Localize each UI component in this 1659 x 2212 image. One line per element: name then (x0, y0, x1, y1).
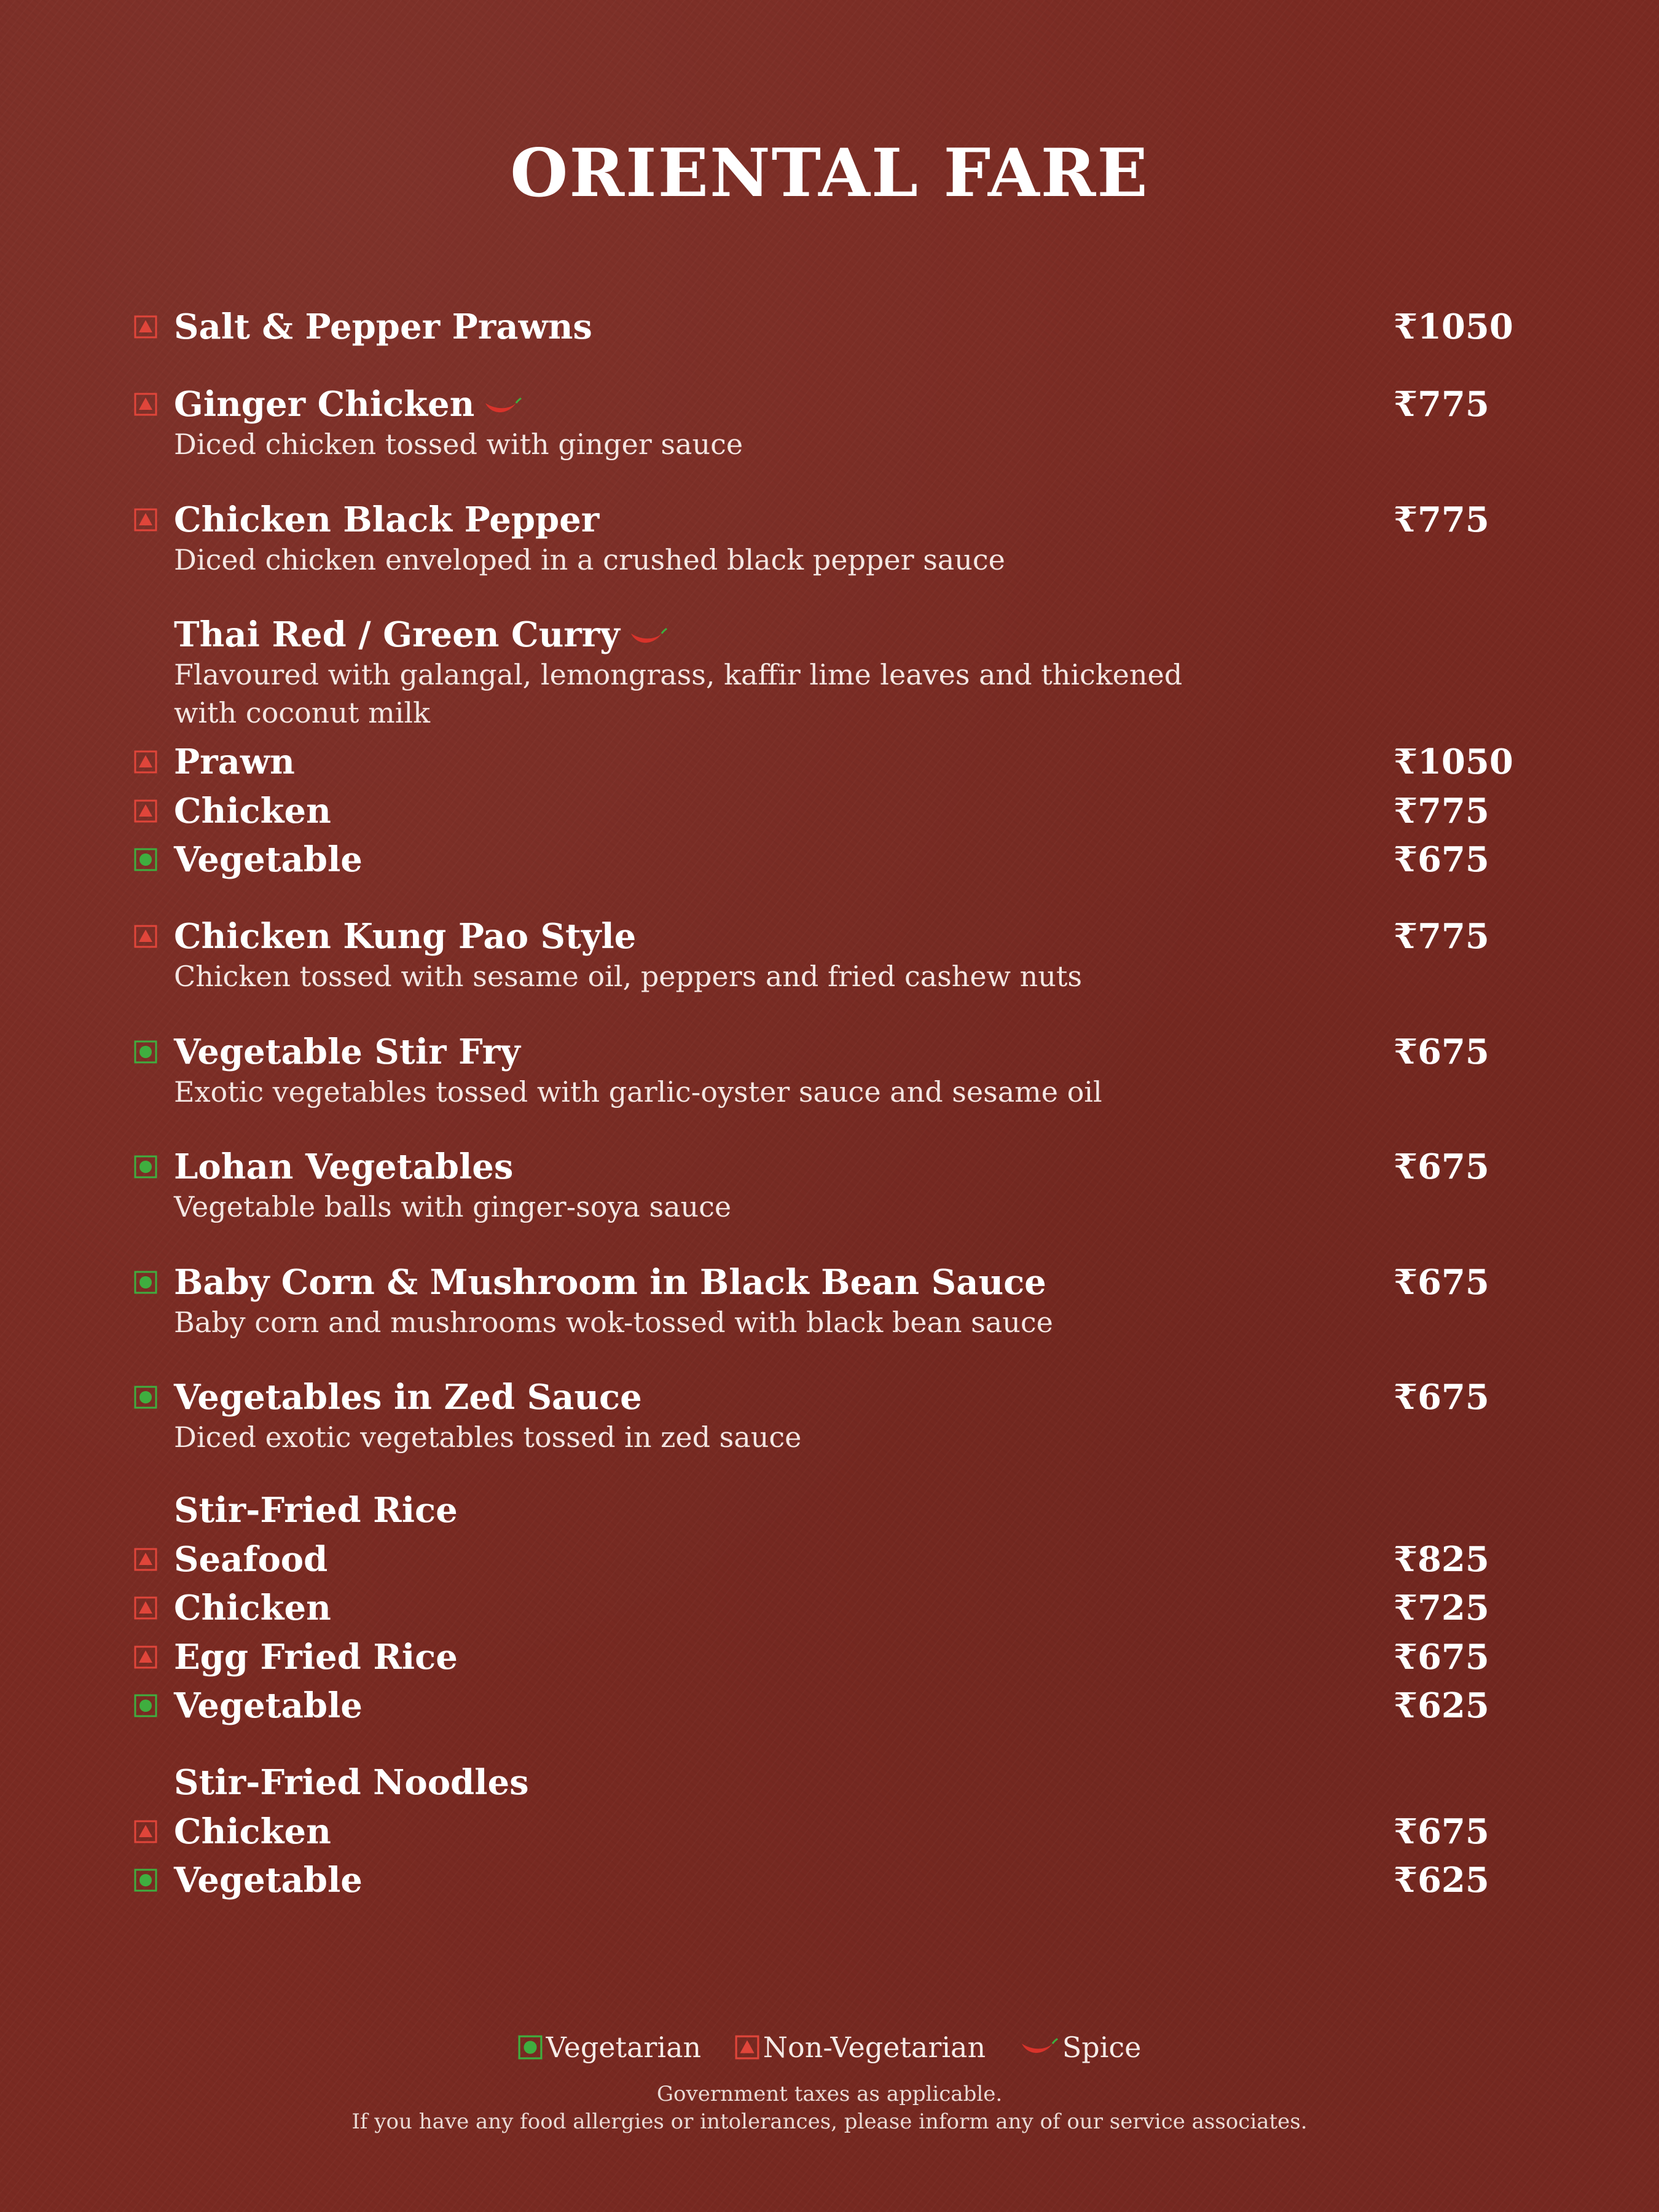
item-name (174, 1684, 363, 1728)
legend-vegetarian-label: Vegetarian (546, 2031, 702, 2064)
legend-spice-label: Spice (1062, 2031, 1142, 2064)
allergy-note: If you have any food allergies or intolerances, please inform any of our service associates. (351, 2109, 1308, 2134)
item-name (174, 613, 668, 657)
item-price: ₹825 (1394, 1539, 1489, 1580)
veg-mark (134, 1386, 157, 1409)
veg-mark-icon (134, 1155, 157, 1179)
veg-mark (134, 1155, 157, 1179)
item-name (174, 837, 363, 882)
nonveg-mark-icon (735, 2035, 759, 2060)
veg-mark (134, 1040, 157, 1064)
item-name (174, 1375, 642, 1419)
nonveg-mark-icon (134, 1596, 157, 1620)
item-price: ₹775 (1394, 916, 1489, 957)
legend-spice (1019, 2028, 1142, 2067)
item-price: ₹725 (1394, 1588, 1489, 1628)
nonveg-mark-icon (134, 315, 157, 339)
nonveg-mark-icon (134, 799, 157, 823)
nonveg-mark (134, 925, 157, 948)
legend (0, 2028, 1659, 2069)
nonveg-mark (134, 799, 157, 823)
legend-non-vegetarian (735, 2028, 986, 2067)
veg-mark-icon (134, 1694, 157, 1717)
item-description: Diced chicken tossed with ginger sauce (174, 428, 743, 461)
item-name (174, 305, 592, 349)
item-name (174, 1586, 331, 1630)
item-name-text: Stir-Fried Noodles (174, 1762, 529, 1803)
item-name (174, 382, 522, 426)
legend-non-vegetarian-label: Non-Vegetarian (763, 2031, 986, 2064)
nonveg-mark-icon (134, 1645, 157, 1669)
item-name-text: Vegetables in Zed Sauce (174, 1377, 642, 1418)
item-name-text: Vegetable (174, 1860, 363, 1900)
item-price: ₹1050 (1394, 307, 1513, 347)
veg-mark (134, 1271, 157, 1294)
item-price: ₹675 (1394, 1377, 1489, 1418)
item-price: ₹775 (1394, 500, 1489, 540)
item-description: Chicken tossed with sesame oil, peppers and fried cashew nuts (174, 960, 1082, 993)
item-price: ₹675 (1394, 1637, 1489, 1677)
item-price: ₹675 (1394, 839, 1489, 880)
item-name-text: Baby Corn & Mushroom in Black Bean Sauce (174, 1262, 1046, 1303)
item-description: Diced chicken enveloped in a crushed black pepper sauce (174, 543, 1005, 576)
nonveg-mark-icon (134, 750, 157, 774)
item-price: ₹1050 (1394, 742, 1513, 782)
nonveg-mark (134, 315, 157, 339)
veg-mark-icon (134, 1040, 157, 1064)
item-name (174, 1030, 520, 1074)
nonveg-mark (134, 1820, 157, 1843)
item-description: Diced exotic vegetables tossed in zed sauce (174, 1421, 802, 1454)
nonveg-mark-icon (134, 1820, 157, 1843)
item-name-text: Lohan Vegetables (174, 1147, 514, 1187)
nonveg-mark-icon (134, 508, 157, 531)
item-description: Flavoured with galangal, lemongrass, kaffir lime leaves and thickened with coconut milk (174, 658, 1183, 729)
item-name-text: Vegetable (174, 1685, 363, 1726)
item-name-text: Chicken (174, 1811, 331, 1852)
veg-mark-icon (134, 1386, 157, 1409)
nonveg-mark-icon (134, 1548, 157, 1571)
item-name (174, 914, 636, 959)
item-name-text: Vegetable Stir Fry (174, 1032, 520, 1072)
veg-mark (134, 1694, 157, 1717)
veg-mark-icon (134, 1271, 157, 1294)
item-name-text: Chicken (174, 791, 331, 831)
chili-icon (1019, 2035, 1059, 2060)
item-name-text: Egg Fried Rice (174, 1637, 458, 1677)
veg-mark-icon (518, 2035, 543, 2060)
chili-icon (483, 394, 522, 419)
item-name-text: Prawn (174, 742, 295, 782)
item-price: ₹775 (1394, 791, 1489, 831)
item-description: Exotic vegetables tossed with garlic-oyster sauce and sesame oil (174, 1075, 1102, 1108)
veg-mark (134, 848, 157, 871)
veg-mark-icon (134, 1869, 157, 1892)
item-name-text: Thai Red / Green Curry (174, 614, 620, 655)
item-name-text: Chicken Kung Pao Style (174, 916, 637, 957)
item-name-text: Salt & Pepper Prawns (174, 307, 592, 347)
item-name (174, 1145, 513, 1189)
nonveg-mark (134, 508, 157, 531)
nonveg-mark (134, 1548, 157, 1571)
legend-vegetarian (518, 2028, 702, 2067)
item-price: ₹675 (1394, 1147, 1489, 1187)
item-name-text: Seafood (174, 1539, 328, 1580)
item-name (174, 1537, 327, 1582)
nonveg-mark (134, 393, 157, 416)
item-price: ₹675 (1394, 1262, 1489, 1303)
item-price: ₹675 (1394, 1811, 1489, 1852)
item-name-text: Chicken (174, 1588, 331, 1628)
nonveg-mark-icon (134, 393, 157, 416)
item-price: ₹625 (1394, 1860, 1489, 1900)
nonveg-mark-icon (134, 925, 157, 948)
nonveg-mark (134, 750, 157, 774)
item-name-text: Ginger Chicken (174, 384, 475, 425)
taxes-note: Government taxes as applicable. (656, 2082, 1003, 2106)
item-name (174, 498, 599, 542)
item-description: Baby corn and mushrooms wok-tossed with black bean sauce (174, 1306, 1053, 1339)
item-price: ₹625 (1394, 1685, 1489, 1726)
item-price: ₹675 (1394, 1032, 1489, 1072)
veg-mark-icon (134, 848, 157, 871)
item-name-text: Stir-Fried Rice (174, 1490, 458, 1531)
item-name (174, 1760, 529, 1805)
nonveg-mark (134, 1596, 157, 1620)
item-price: ₹775 (1394, 384, 1489, 425)
item-name (174, 1858, 363, 1902)
item-name (174, 1810, 331, 1854)
item-name (174, 1260, 1046, 1304)
veg-mark (134, 1869, 157, 1892)
item-description: Vegetable balls with ginger-soya sauce (174, 1190, 732, 1223)
item-name-text: Vegetable (174, 839, 363, 880)
item-name (174, 1635, 458, 1679)
chili-icon (629, 625, 668, 649)
item-name (174, 789, 331, 833)
item-name (174, 740, 295, 784)
item-name-text: Chicken Black Pepper (174, 500, 600, 540)
menu-title: ORIENTAL FARE (510, 135, 1149, 212)
nonveg-mark (134, 1645, 157, 1669)
item-name (174, 1488, 458, 1532)
